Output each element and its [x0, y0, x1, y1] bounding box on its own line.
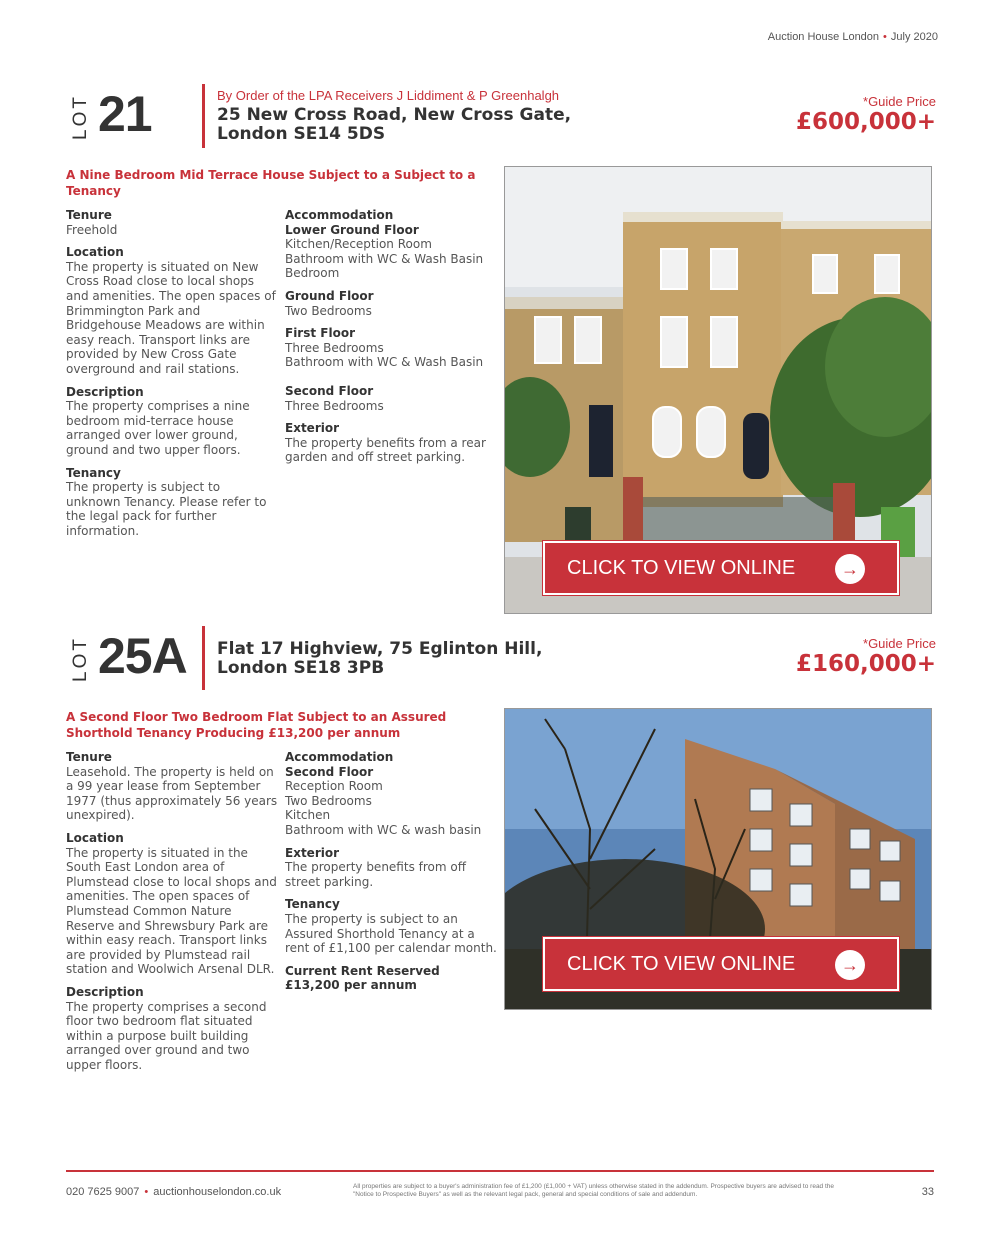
arrow-right-circle-icon: → [835, 554, 865, 584]
details-right-column [285, 750, 497, 1001]
page-number: 33 [921, 1186, 934, 1198]
publisher-name: Auction House London [767, 31, 880, 43]
footer-contact [66, 1186, 281, 1198]
property-photo[interactable] [504, 708, 932, 1010]
lot-label: LOT [69, 636, 91, 682]
exterior-section: Exterior The property benefits from a rear garden and off street parking. [285, 421, 486, 465]
guide-price: £160,000+ [795, 651, 936, 677]
lot-address: 25 New Cross Road, New Cross Gate, London SE14 5DS [217, 105, 572, 144]
location-section: Location The property is situated on New Cross Road close to local shops and amenities. The open spaces of Brimmington Park and Bridgehouse Meadows are within easy reach. Transport links are provided by New Cross Gate overground and rail stations. [66, 245, 276, 376]
location-section: Location The property is situated in the South East London area of Plumstead close to local shops and amenities. The open spaces of Plumstead Common Nature Reserve and Shrewsbury Park are within easy reach. Transport links are provided by Plumstead rail station and Woolwich Arsenal DLR. [66, 830, 277, 977]
order-line: By Order of the LPA Receivers J Liddiment & P Greenhalgh [217, 88, 560, 103]
tenure-section: Tenure Freehold [66, 208, 118, 237]
lot-divider [202, 626, 205, 690]
lot-number: 21 [98, 86, 152, 142]
tenure-section: Tenure Leasehold. The property is held on a 99 year lease from September 1977 (thus approximately 56 years unexpired). [66, 750, 278, 823]
exterior-section: Exterior The property benefits from off street parking. [285, 845, 466, 889]
guide-price: £600,000+ [795, 109, 936, 135]
lower-ground-floor-section: Lower Ground Floor Kitchen/Reception Room Bathroom with WC & Wash Basin Bedroom [285, 222, 484, 281]
details-left-column [66, 750, 278, 1080]
tenancy-section: Tenancy The property is subject to an Assured Shorthold Tenancy at a rent of £1,100 per calendar month. [285, 897, 497, 956]
guide-price-label: *Guide Price [863, 94, 936, 109]
footer-website-link[interactable]: auctionhouselondon.co.uk [153, 1186, 282, 1198]
first-floor-section: First Floor Three Bedrooms Bathroom with WC & Wash Basin [285, 326, 484, 370]
view-online-label: CLICK TO VIEW ONLINE [567, 952, 796, 975]
current-rent-section: Current Rent Reserved £13,200 per annum [285, 963, 440, 993]
footer-phone[interactable]: 020 7625 9007 [66, 1186, 140, 1198]
tenancy-section: Tenancy The property is subject to unknown Tenancy. Please refer to the legal pack for further information. [66, 465, 267, 538]
lot-number: 25A [98, 628, 187, 684]
details-left-column [66, 208, 278, 546]
description-section: Description The property comprises a second floor two bedroom flat situated within a purpose built building arranged over ground and two upper floors. [66, 984, 267, 1072]
lot-25a [66, 626, 936, 1072]
property-photo[interactable] [504, 166, 932, 614]
issue-date: July 2020 [890, 31, 938, 43]
second-floor-section: Second Floor Reception Room Two Bedrooms Kitchen Bathroom with WC & wash basin [285, 764, 482, 837]
guide-price-block [796, 94, 936, 135]
view-online-button[interactable] [543, 937, 899, 991]
details-right-column [285, 208, 490, 473]
guide-price-block [796, 636, 936, 677]
page-header [768, 31, 938, 43]
lot-subtitle: A Second Floor Two Bedroom Flat Subject to an Assured Shorthold Tenancy Producing £13,200 per annum [66, 710, 447, 740]
footer-disclaimer: All properties are subject to a buyer's administration fee of £1,200 (£1,000 + VAT) unless otherwise stated in the addendum. Prospective buyers are advised to read the "Notice to Prospective Buyers" as well as the relevant legal pack, general and special conditions of sale and addendum. [353, 1183, 835, 1198]
separator-dot: • [883, 31, 887, 43]
accommodation-heading: Accommodation [285, 750, 394, 764]
ground-floor-section: Ground Floor Two Bedrooms [285, 288, 374, 318]
arrow-right-circle-icon: → [835, 950, 865, 980]
lot-21 [66, 84, 936, 614]
guide-price-label: *Guide Price [863, 636, 936, 651]
accommodation-heading: Accommodation [285, 208, 394, 222]
second-floor-section: Second Floor Three Bedrooms [285, 383, 384, 413]
lot-subtitle: A Nine Bedroom Mid Terrace House Subject to a Subject to a Tenancy [66, 168, 476, 198]
description-section: Description The property comprises a nine bedroom mid-terrace house arranged over lower ground, ground and two upper floors. [66, 384, 250, 457]
view-online-button[interactable] [543, 541, 899, 595]
lot-divider [202, 84, 205, 148]
lot-address: Flat 17 Highview, 75 Eglinton Hill, London SE18 3PB [217, 639, 543, 678]
separator-dot: • [144, 1186, 149, 1198]
view-online-label: CLICK TO VIEW ONLINE [567, 556, 796, 579]
lot-label: LOT [69, 94, 91, 140]
footer-divider [66, 1170, 934, 1172]
